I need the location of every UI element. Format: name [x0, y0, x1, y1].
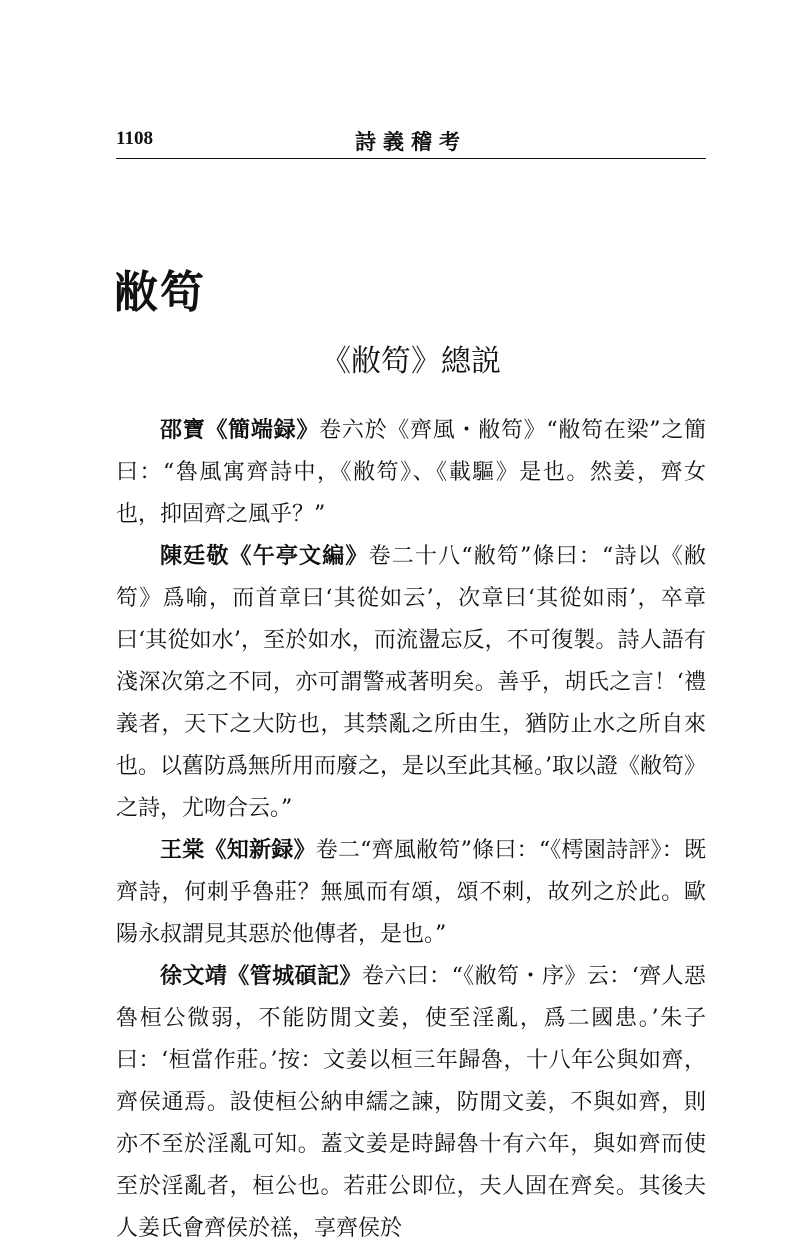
page-header	[116, 124, 706, 160]
paragraph-text: 卷六於《齊風・敝笱》“敝笱在梁”之簡曰：“魯風寓齊詩中，《敝笱》、《載驅》是也。然姜，齊女也，抑固齊之風乎？”	[116, 418, 706, 527]
paragraph-shao-bao	[116, 410, 706, 536]
paragraph-text: 卷二“齊風敝笱”條曰：“《樗園詩評》：既齊詩，何刺乎魯莊？無風而有頌，頌不刺，故列之於此。歐陽永叔謂見其惡於他傳者，是也。”	[116, 838, 706, 947]
paragraph-text: 卷二十八“敝笱”條曰：“詩以《敝笱》爲喻，而首章曰‘其從如云’，次章曰‘其從如雨’，卒章曰‘其從如水’，至於如水，而流盪忘反，不可復製。詩人語有淺深次第之不同，亦可謂警戒著明矣。善乎，胡氏之言！‘禮義者，天下之大防也，其禁亂之所由生，猶防止水之所自來也。以舊防爲無所用而廢之，是以至此其極。’取以證《敝笱》之詩，尤吻合云。”	[116, 544, 706, 821]
section-title: 《敝笱》總説	[321, 344, 501, 379]
paragraph-wang-tang	[116, 830, 706, 956]
page-number: 1108	[116, 128, 153, 149]
source-author: 王棠《知新録》	[160, 838, 316, 863]
body-text	[116, 410, 706, 1250]
paragraph-chen-tingjing	[116, 536, 706, 830]
paragraph-text: 卷六曰：“《敝笱・序》云：‘齊人惡魯桓公微弱，不能防閒文姜，使至淫亂，爲二國患。’朱子曰：‘桓當作莊。’按：文姜以桓三年歸魯，十八年公與如齊，齊侯通焉。設使桓公納申繻之諫，防閒文姜，不與如齊，則亦不至於淫亂可知。蓋文姜是時歸魯十有六年，與如齊而使至於淫亂者，桓公也。若莊公即位，夫人固在齊矣。其後夫人姜氏會齊侯於禚，享齊侯於	[116, 964, 706, 1241]
paragraph-xu-wenjing	[116, 956, 706, 1250]
chapter-title: 敝笱	[114, 267, 206, 318]
source-author: 邵寶《簡端録》	[160, 418, 320, 443]
source-author: 徐文靖《管城碩記》	[160, 964, 362, 989]
running-title: 詩義稽考	[355, 130, 467, 154]
source-author: 陳廷敬《午亭文編》	[160, 544, 369, 569]
header-rule	[116, 158, 706, 159]
